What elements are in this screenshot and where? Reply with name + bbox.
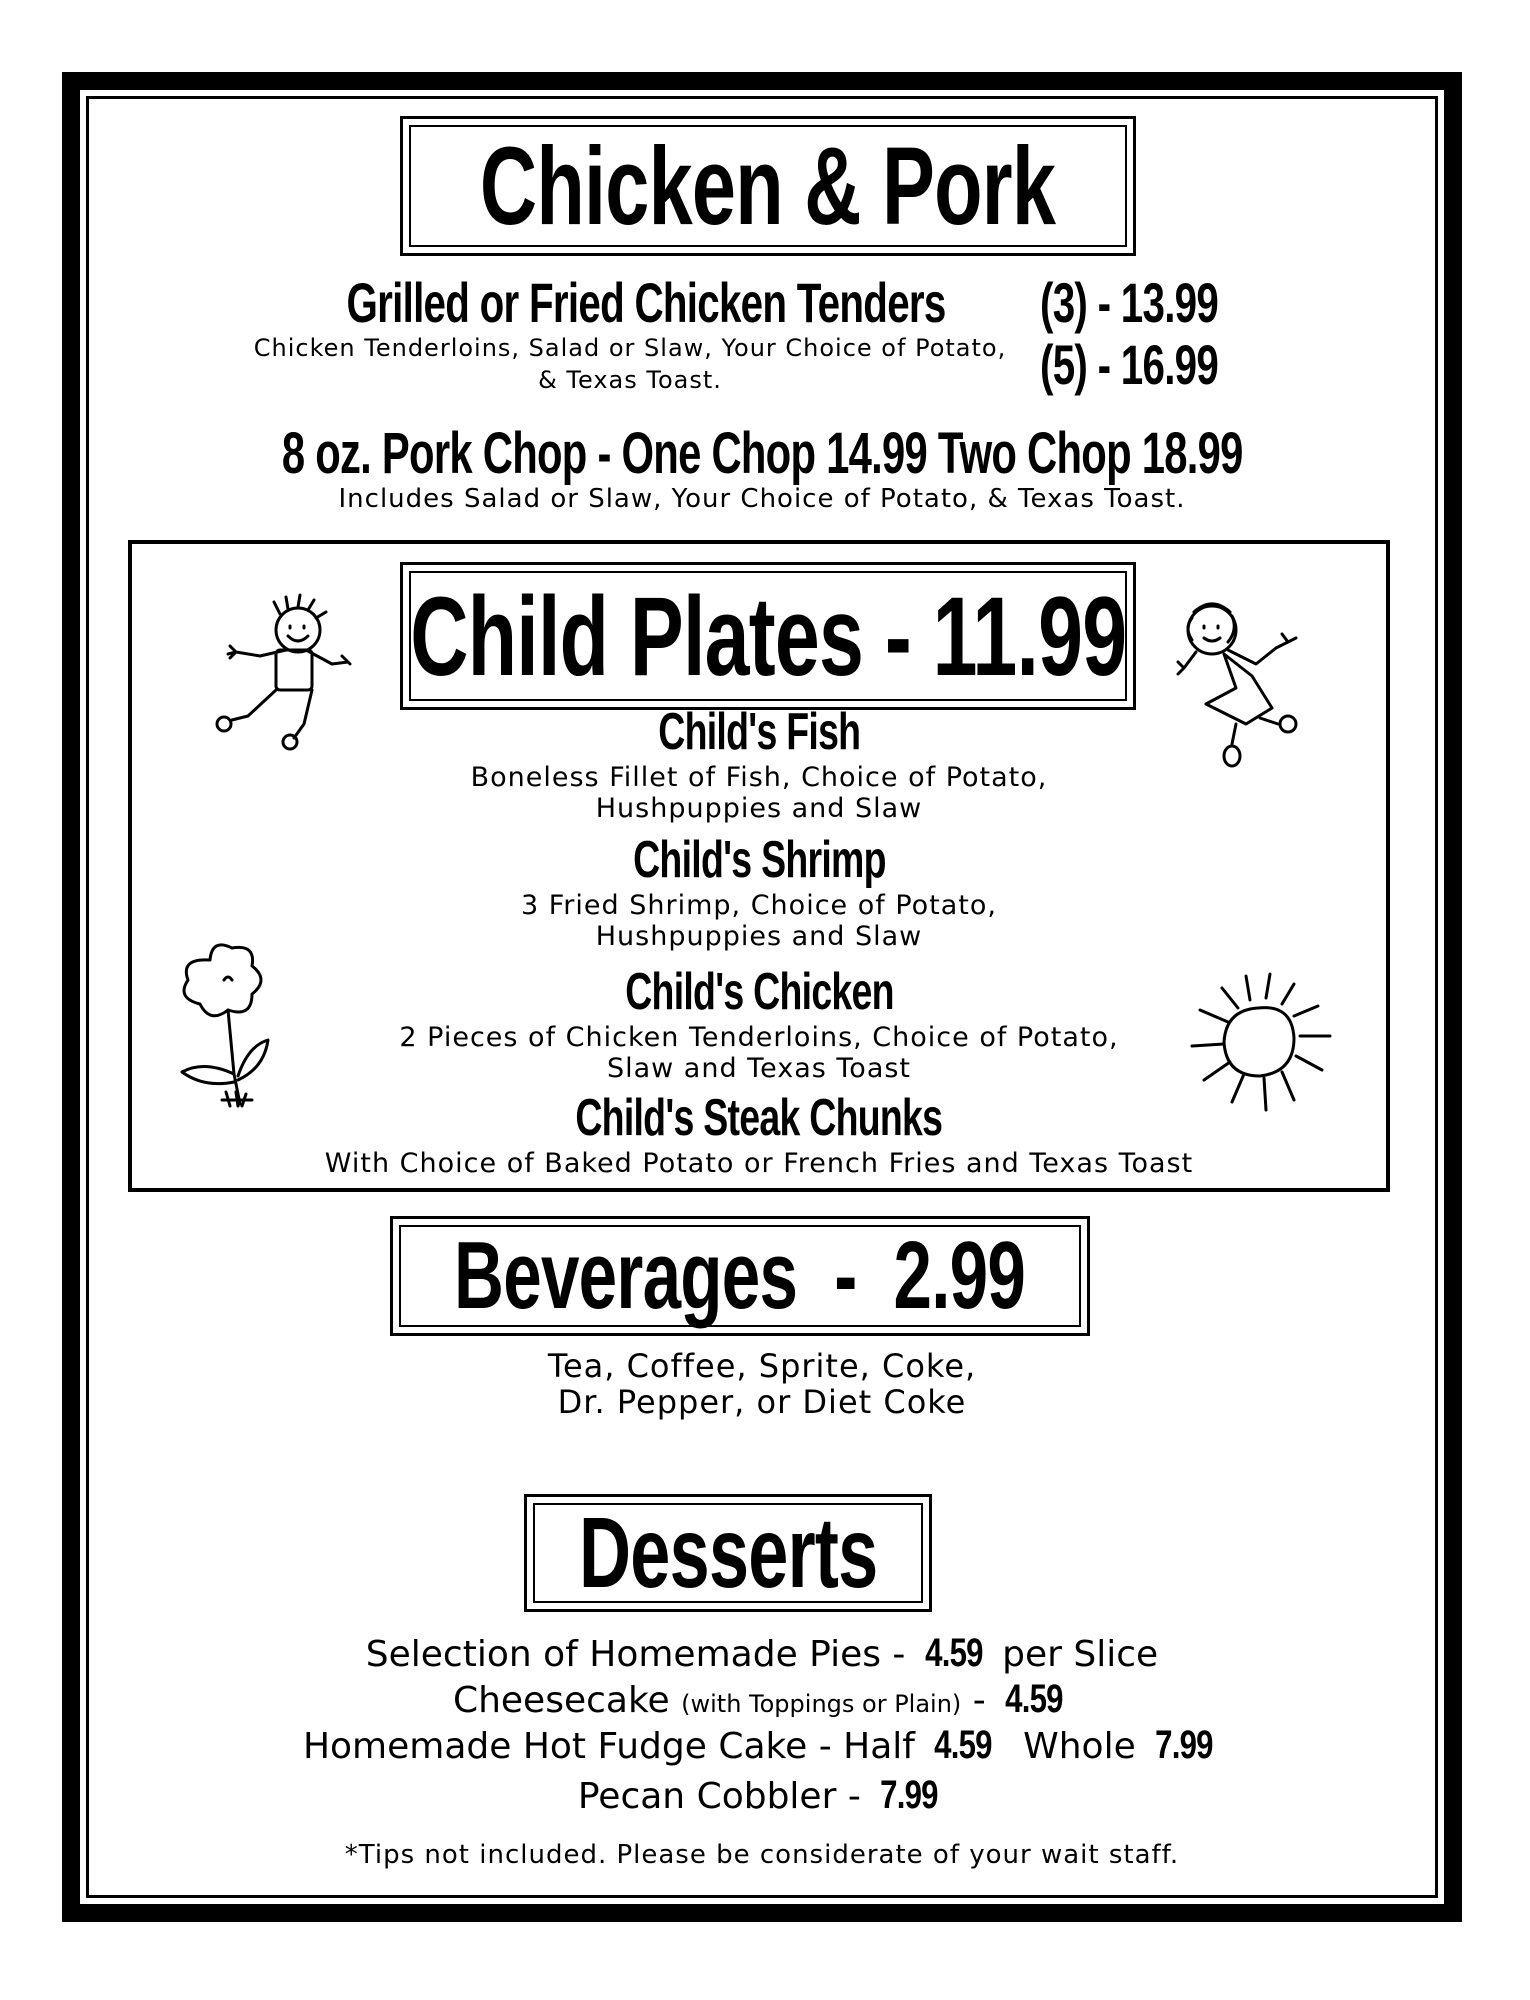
cobbler-price: 7.99 [880, 1773, 939, 1817]
cheesecake-note: (with Toppings or Plain) [681, 1690, 962, 1718]
child-shrimp-name: Child's Shrimp [632, 831, 886, 889]
child-shrimp-desc-line2: Hushpuppies and Slaw [595, 921, 923, 952]
cobbler-text: Pecan Cobbler - [577, 1776, 873, 1817]
pies-price: 4.59 [924, 1631, 983, 1675]
child-shrimp [128, 830, 1390, 952]
chicken-pork-title-box [400, 116, 1136, 256]
tips-note: *Tips not included. Please be considerate of your wait staff. [344, 1840, 1180, 1870]
desserts-title-box [524, 1494, 932, 1612]
cheesecake-dash: - [961, 1680, 998, 1721]
child-steak [128, 1088, 1390, 1179]
child-chicken-name: Child's Chicken [624, 963, 894, 1021]
dessert-cheesecake [62, 1676, 1462, 1727]
pork-chop-desc: Includes Salad or Slaw, Your Choice of Potato, & Texas Toast. [338, 484, 1186, 514]
tenders-desc-line1: Chicken Tenderloins, Salad or Slaw, Your Choice of Potato, [253, 334, 1007, 362]
fudge-half-price: 4.59 [934, 1723, 993, 1767]
beverages-list [62, 1348, 1462, 1420]
chicken-pork-title: Chicken & Pork [480, 124, 1056, 248]
tenders-price-3-text: (3) - 13.99 [1040, 271, 1219, 334]
child-steak-name: Child's Steak Chunks [575, 1089, 943, 1147]
child-plates-title: Child Plates - 11.99 [409, 573, 1127, 699]
fudge-whole-label: Whole [1000, 1726, 1148, 1767]
tenders-price-5 [1040, 332, 1280, 397]
tenders-name-wrap [230, 270, 1030, 335]
dessert-pies [62, 1630, 1462, 1678]
tenders-name: Grilled or Fried Chicken Tenders [346, 271, 946, 334]
pork-chop-name: 8 oz. Pork Chop - One Chop 14.99 Two Chop 18.99 [281, 421, 1243, 486]
pork-chop-name-wrap [62, 420, 1462, 487]
tenders-desc-line2: & Texas Toast. [538, 366, 722, 394]
child-shrimp-desc-line1: 3 Fried Shrimp, Choice of Potato, [520, 890, 997, 921]
pies-suffix: per Slice [990, 1634, 1159, 1675]
fudge-text: Homemade Hot Fudge Cake - Half [302, 1726, 927, 1767]
beverages-title-box [390, 1216, 1090, 1336]
child-chicken-desc-line1: 2 Pieces of Chicken Tenderloins, Choice of Potato, [399, 1022, 1119, 1053]
desserts-title: Desserts [578, 1496, 878, 1609]
dessert-fudge-cake [62, 1722, 1462, 1770]
fudge-whole-price: 7.99 [1155, 1723, 1213, 1767]
cheesecake-text: Cheesecake [452, 1680, 682, 1721]
tenders-desc [230, 332, 1030, 396]
pies-text: Selection of Homemade Pies - [365, 1634, 917, 1675]
cheesecake-price: 4.59 [1005, 1677, 1063, 1721]
beverages-line1: Tea, Coffee, Sprite, Coke, [547, 1347, 977, 1385]
beverages-title: Beverages - 2.99 [454, 1222, 1026, 1329]
child-fish-name: Child's Fish [657, 703, 861, 761]
tenders-price-3 [1040, 270, 1280, 335]
dessert-cobbler [62, 1772, 1462, 1820]
child-chicken-desc-line2: Slaw and Texas Toast [606, 1053, 912, 1084]
child-fish-desc-line2: Hushpuppies and Slaw [595, 793, 923, 824]
child-chicken [128, 962, 1390, 1084]
tenders-price-5-text: (5) - 16.99 [1040, 333, 1219, 396]
child-steak-desc-line1: With Choice of Baked Potato or French Fries and Texas Toast [324, 1148, 1194, 1179]
child-plates-title-box [400, 562, 1136, 710]
child-fish [128, 702, 1390, 824]
child-fish-desc-line1: Boneless Fillet of Fish, Choice of Potato, [470, 762, 1048, 793]
beverages-line2: Dr. Pepper, or Diet Coke [557, 1383, 967, 1421]
